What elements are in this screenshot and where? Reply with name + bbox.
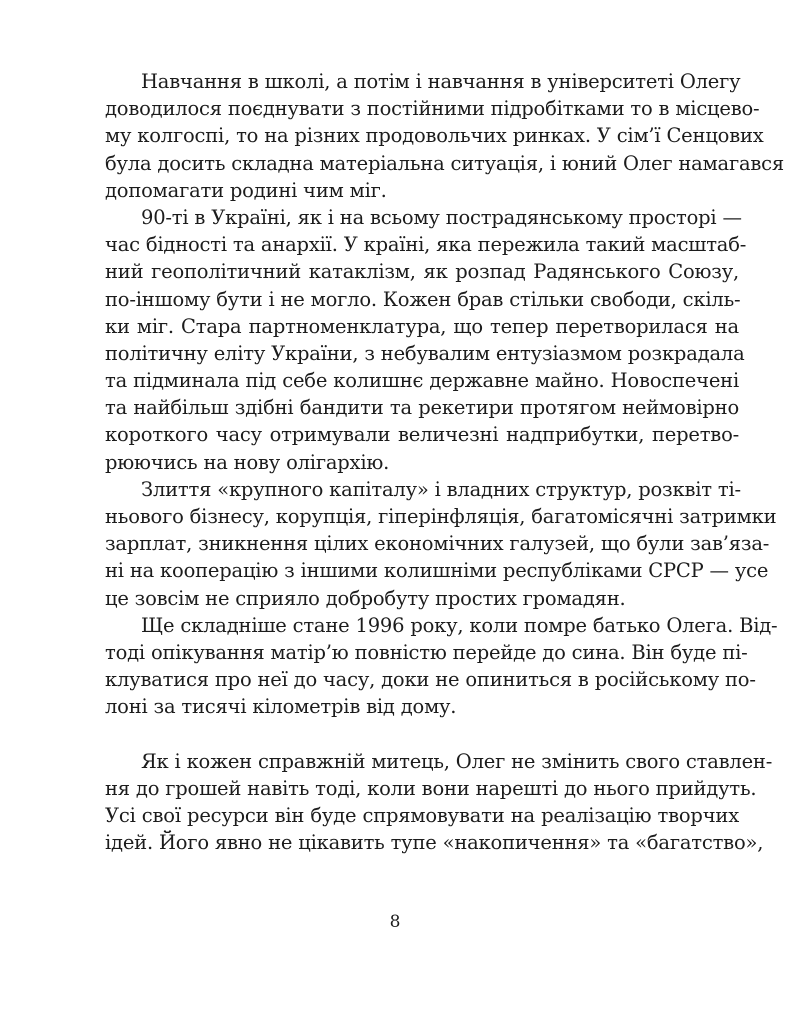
section-break xyxy=(105,721,739,748)
paragraph-5 xyxy=(105,748,773,857)
text-line: ний геополітичний катаклізм, як розпад Радянського Союзу, xyxy=(105,260,739,284)
text-line: Злиття «крупного капіталу» і владних структур, розквіт ті- xyxy=(141,477,741,501)
paragraph-2 xyxy=(105,204,747,476)
text-line: рюючись на нову олігархію. xyxy=(105,450,390,474)
text-line: доводилося поєднувати з постійними підробітками то в місцево- xyxy=(105,97,760,121)
page-number: 8 xyxy=(389,912,401,932)
text-line: допомагати родині чим міг. xyxy=(105,178,387,202)
text-line: та підминала під себе колишнє державне майно. Новоспечені xyxy=(105,369,739,393)
text-line: Ще складніше стане 1996 року, коли помре батько Олега. Від- xyxy=(141,613,778,637)
text-line: короткого часу отримували величезні надприбутки, перетво- xyxy=(105,423,739,447)
text-line: ні на кооперацію з іншими колишніми республіками СРСР — усе xyxy=(105,559,769,583)
text-line: ньового бізнесу, корупція, гіперінфляція, багатомісячні затримки xyxy=(105,505,777,528)
text-line: зарплат, зникнення цілих економічних галузей, що були зав’яза- xyxy=(105,532,770,556)
text-line: му колгоспі, то на різних продовольчих ринках. У сім’ї Сенцових xyxy=(105,124,764,148)
paragraph-4 xyxy=(105,612,778,721)
text-line: це зовсім не сприяло добробуту простих громадян. xyxy=(105,586,626,610)
text-line: по-іншому бути і не могло. Кожен брав стільки свободи, скіль- xyxy=(105,287,741,311)
text-line: тоді опікування матір’ю повністю перейде до сина. Він буде пі- xyxy=(105,640,748,664)
text-line: Усі свої ресурси він буде спрямовувати на реалізацію творчих xyxy=(105,804,739,828)
text-line: та найбільш здібні бандити та рекетири протягом неймовірно xyxy=(105,396,739,420)
paragraph-1 xyxy=(105,68,785,204)
text-line: Як і кожен справжній митець, Олег не змінить свого ставлен- xyxy=(141,749,773,773)
text-line: ки міг. Стара партноменклатура, що тепер перетворилася на xyxy=(105,314,739,338)
text-line: клуватися про неї до часу, доки не опиниться в російському по- xyxy=(105,668,756,692)
text-line: лоні за тисячі кілометрів від дому. xyxy=(105,695,457,719)
text-line: час бідності та анархії. У країні, яка пережила такий масштаб- xyxy=(105,233,747,257)
text-line: ідей. Його явно не цікавить тупе «накопичення» та «багатство», xyxy=(105,831,764,855)
paragraph-3 xyxy=(105,476,777,612)
text-line: ня до грошей навіть тоді, коли вони нарешті до нього прийдуть. xyxy=(105,776,757,800)
page-body xyxy=(105,68,785,856)
text-line: політичну еліту України, з небувалим ентузіазмом розкрадала xyxy=(105,341,745,365)
text-line: Навчання в школі, а потім і навчання в університеті Олегу xyxy=(141,70,741,93)
text-line: була досить складна матеріальна ситуація, і юний Олег намагався xyxy=(105,151,785,175)
text-line: 90-ті в Україні, як і на всьому пострадянському просторі — xyxy=(141,205,742,229)
